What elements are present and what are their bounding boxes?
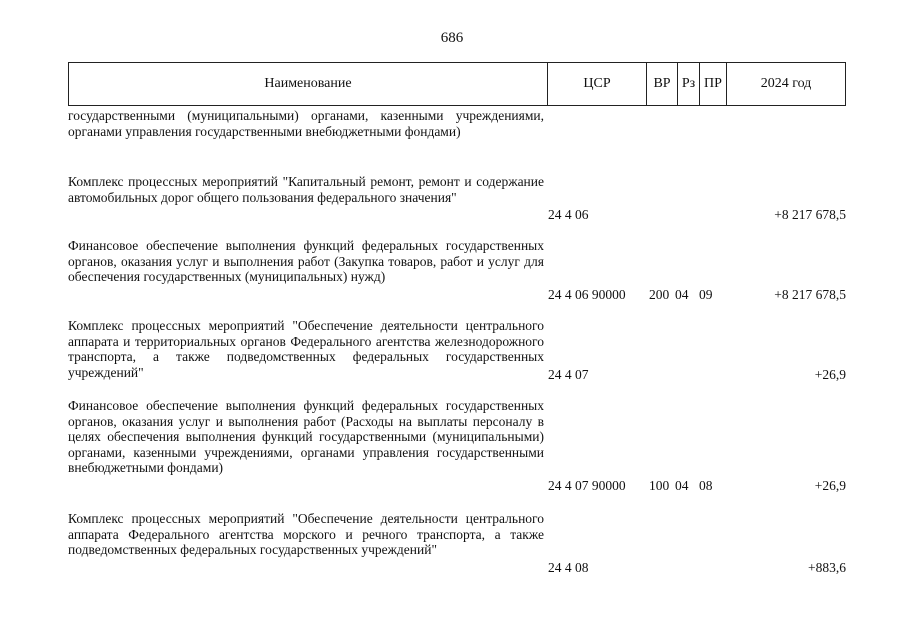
row-vr: 100: [649, 478, 670, 494]
row-pr: 08: [699, 478, 713, 494]
row-name: государственными (муниципальными) органами, казенными учреждениями, органами управления государственными внебюджетными фондами): [68, 108, 544, 139]
row-name: Комплекс процессных мероприятий "Обеспечение деятельности центрального аппарата и территориальных органов Федерального агентства железнодорожного транспорта, а также подведомственных федеральных государственных учреждений": [68, 318, 544, 380]
row-rz: 04: [675, 287, 689, 303]
row-csr: 24 4 07 90000: [548, 478, 626, 494]
table-row: [68, 318, 846, 383]
header-vr: ВР: [647, 63, 678, 105]
row-csr: 24 4 08: [548, 560, 589, 576]
row-csr: 24 4 06: [548, 207, 589, 223]
row-rz: 04: [675, 478, 689, 494]
table-row: [68, 108, 846, 155]
header-rz: Рз: [678, 63, 700, 105]
row-pr: 09: [699, 287, 713, 303]
page-number: 686: [440, 30, 464, 46]
row-amount: +8 217 678,5: [774, 207, 846, 223]
row-vr: 200: [649, 287, 670, 303]
row-amount: +8 217 678,5: [774, 287, 846, 303]
row-amount: +883,6: [808, 560, 846, 576]
header-year: 2024 год: [760, 76, 812, 91]
row-amount: +26,9: [814, 367, 846, 383]
row-csr: 24 4 06 90000: [548, 287, 626, 303]
header-pr: ПР: [700, 63, 727, 105]
table-row: [68, 398, 846, 494]
table-row: [68, 174, 846, 223]
row-name: Финансовое обеспечение выполнения функций федеральных государственных органов, оказания услуг и выполнения работ (Закупка товаров, работ и услуг для обеспечения государственных (муниципальных) нужд): [68, 238, 544, 285]
row-csr: 24 4 07: [548, 367, 589, 383]
table-row: [68, 511, 846, 576]
row-name: Финансовое обеспечение выполнения функций федеральных государственных органов, оказания услуг и выполнения работ (Расходы на выплаты персоналу в целях обеспечения выполнения функций государственными (муниципальными) органами, казенными учреждениями, органами управления государственными внебюджетными фондами): [68, 398, 544, 476]
row-name: Комплекс процессных мероприятий "Капитальный ремонт, ремонт и содержание автомобильных дорог общего пользования федерального значения": [68, 174, 544, 205]
table-header: [68, 62, 846, 106]
header-name: Наименование: [69, 63, 548, 105]
table-row: [68, 238, 846, 303]
header-csr: ЦСР: [548, 63, 647, 105]
row-name: Комплекс процессных мероприятий "Обеспечение деятельности центрального аппарата Федерального агентства морского и речного транспорта, а также подведомственных федеральных государственных учреждений": [68, 511, 544, 558]
row-amount: +26,9: [814, 478, 846, 494]
